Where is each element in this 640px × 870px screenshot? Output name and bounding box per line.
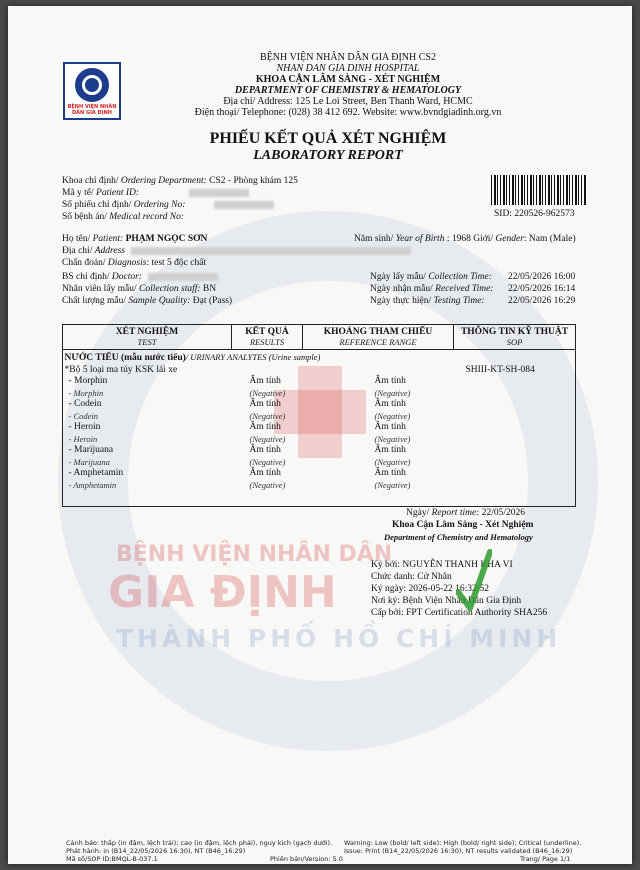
received-time-value: 22/05/2026 16:14	[508, 284, 576, 294]
watermark-line2: GIA ĐỊNH	[108, 567, 337, 618]
test-reference-en: (Negative)	[374, 387, 411, 398]
test-reference: Âm tính	[374, 468, 406, 478]
redacted-patient-id	[189, 189, 249, 197]
report-dept-vi: Khoa Cận Lâm Sàng - Xét Nghiệm	[392, 520, 534, 530]
report-dept-en: Department of Chemistry and Hematology	[384, 532, 533, 542]
sample-quality: Chất lượng mẫu/ Sample Quality: Đạt (Pass)	[62, 296, 233, 306]
col-header-sop: THÔNG TIN KỸ THUẬT SOP	[454, 325, 576, 350]
test-reference-en: (Negative)	[374, 410, 411, 421]
section-row	[63, 350, 576, 365]
hospital-address: Địa chỉ/ Address: 125 Le Loi Street, Ben Thanh Ward, HCMC	[223, 96, 473, 107]
test-reference: Âm tính	[374, 376, 406, 386]
test-name-en: - Amphetamin	[68, 479, 117, 490]
test-reference: Âm tính	[374, 422, 406, 432]
collection-time-value: 22/05/2026 16:00	[508, 272, 576, 282]
footer-warning-en: Warning: Low (bold/ left side); High (bold/ right side); Critical (underline).	[344, 839, 582, 847]
footer-print-vi: Phát hành: in (B14_22/05/2026 16:30), NT (B46_16:29)	[66, 847, 246, 855]
table-row	[63, 468, 576, 491]
test-name-en: - Morphin	[68, 387, 104, 398]
watermark-line3: THÀNH PHỐ HỒ CHÍ MINH	[116, 624, 562, 653]
page-subtitle: LABORATORY REPORT	[253, 148, 403, 163]
test-reference: Âm tính	[374, 399, 406, 409]
test-reference-en: (Negative)	[374, 479, 411, 490]
received-time: Ngày nhận mẫu/ Received Time:	[370, 284, 494, 294]
test-result: Âm tính	[249, 376, 281, 386]
sid-label: SID: 220526-962573	[494, 209, 575, 219]
results-table	[62, 324, 576, 491]
footer-print-en: Issue: Print (B14_22/05/2026 16:30), NT results validated (B46_16:29)	[344, 847, 573, 855]
test-result-en: (Negative)	[249, 410, 286, 421]
test-result-en: (Negative)	[249, 433, 286, 444]
table-row	[63, 376, 576, 399]
collection-time: Ngày lấy mẫu/ Collection Time:	[370, 272, 492, 282]
table-row	[63, 422, 576, 445]
test-result-en: (Negative)	[249, 456, 286, 467]
dept-name-vi: KHOA CẬN LÂM SÀNG - XÉT NGHIỆM	[255, 74, 441, 85]
test-name: - Morphin	[68, 376, 108, 386]
redacted-doctor	[148, 273, 218, 281]
hospital-name-en: NHAN DAN GIA DINH HOSPITAL	[276, 63, 420, 74]
hospital-name-vi: BỆNH VIỆN NHÂN DÂN GIA ĐỊNH CS2	[260, 52, 436, 63]
test-name: - Codein	[68, 399, 102, 409]
ordering-no: Số phiếu chỉ định/ Ordering No:	[62, 200, 274, 211]
report-paper	[8, 6, 632, 864]
signer-title: Chức danh: Cử Nhân	[371, 572, 452, 582]
table-row	[63, 399, 576, 422]
watermark-line1: BỆNH VIỆN NHÂN DÂN	[116, 542, 393, 567]
test-name: - Heroin	[68, 422, 101, 432]
footer-version: Phiên bản/Version: 5.0	[270, 855, 343, 863]
section-title-en: / URINARY ANALYTES (Urine sample)	[185, 352, 321, 362]
signed-date: Ký ngày: 2026-05-22 16:32:52	[371, 584, 489, 594]
test-result: Âm tính	[249, 468, 281, 478]
test-reference: Âm tính	[374, 445, 406, 455]
footer-sop-id: Mã số/SOP ID:BMQL-B-037.1	[66, 855, 158, 863]
report-time: Ngày/ Report time: 22/05/2026	[406, 508, 526, 518]
test-name-en: - Heroin	[68, 433, 98, 444]
col-header-test: XÉT NGHIỆM TEST	[63, 325, 232, 350]
test-result: Âm tính	[249, 422, 281, 432]
group-name: *Bộ 5 loại ma túy KSK lái xe	[64, 364, 178, 375]
group-sop: SHIII-KT-SH-084	[465, 364, 535, 375]
test-name-en: - Marijuana	[68, 456, 110, 467]
footer-warning-vi: Cảnh báo: thấp (in đậm, lệch trái); cao (in đậm, lệch phải), nguy kịch (gạch dưới).	[66, 839, 333, 847]
test-name-en: - Codein	[68, 410, 99, 421]
section-title: NƯỚC TIỂU (mẫu nước tiểu)	[64, 353, 186, 363]
dept-name-en: DEPARTMENT OF CHEMISTRY & HEMATOLOGY	[234, 85, 462, 96]
group-row	[63, 365, 576, 377]
col-header-results: KẾT QUẢ RESULTS	[232, 325, 303, 350]
patient-name: Họ tên/ Patient: PHẠM NGỌC SƠN	[62, 234, 208, 244]
table-row	[63, 445, 576, 468]
patient-id: Mã y tế/ Patient ID:	[62, 188, 249, 199]
signed-place: Nơi ký: Bệnh Viện Nhân Dân Gia Định	[371, 596, 522, 606]
table-header-row	[63, 325, 576, 350]
testing-time: Ngày thực hiện/ Testing Time:	[370, 296, 485, 306]
test-result: Âm tính	[249, 445, 281, 455]
logo-dot-icon	[85, 78, 99, 92]
hospital-logo	[63, 62, 121, 120]
signature-check-icon	[456, 548, 492, 612]
signed-by: Ký bởi: NGUYỄN THANH KHA VI	[371, 560, 513, 570]
test-result-en: (Negative)	[249, 479, 286, 490]
testing-time-value: 22/05/2026 16:29	[508, 296, 576, 306]
patient-yob-gender: Năm sinh/ Year of Birth : 1968 Giới/ Gender: Nam (Male)	[354, 234, 576, 244]
test-result: Âm tính	[249, 399, 281, 409]
doctor: BS chỉ định/ Doctor:	[62, 272, 218, 283]
test-name: - Amphetamin	[68, 468, 124, 478]
barcode	[491, 175, 587, 205]
redacted-address	[131, 247, 411, 255]
ordering-dept: Khoa chỉ định/ Ordering Department: CS2 - Phòng khám 125	[62, 176, 298, 186]
redacted-order-no	[214, 201, 274, 209]
patient-address: Địa chỉ/ Address	[62, 246, 411, 257]
logo-caption: BỆNH VIỆN NHÂN DÂN GIA ĐỊNH	[67, 104, 117, 116]
record-no: Số bệnh án/ Medical record No:	[62, 212, 184, 222]
test-name: - Marijuana	[68, 445, 114, 455]
hospital-phone: Điện thoại/ Telephone: (028) 38 412 692. Website: www.bvndgiadinh.org.vn	[194, 107, 502, 118]
test-result-en: (Negative)	[249, 387, 286, 398]
col-header-reference: KHOẢNG THAM CHIẾU REFERENCE RANGE	[303, 325, 454, 350]
test-reference-en: (Negative)	[374, 433, 411, 444]
collection-staff: Nhân viên lấy mẫu/ Collection staff: BN	[62, 284, 217, 294]
footer-page: Trang/ Page 1/1	[520, 855, 571, 863]
page-title: PHIẾU KẾT QUẢ XÉT NGHIỆM	[209, 130, 447, 147]
diagnosis: Chẩn đoán/ Diagnosis: test 5 độc chất	[62, 258, 207, 268]
test-reference-en: (Negative)	[374, 456, 411, 467]
cert-issuer: Cấp bởi: FPT Certification Authority SHA256	[371, 608, 548, 618]
